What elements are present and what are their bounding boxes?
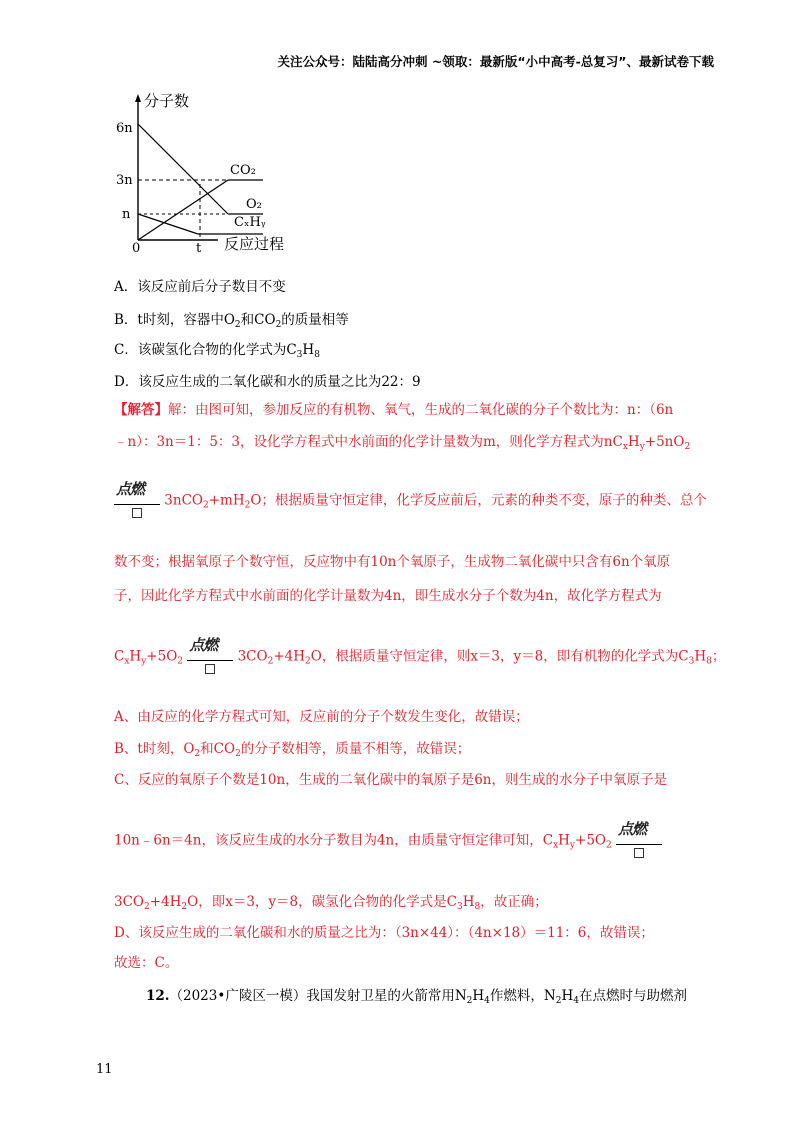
tick-t: t <box>196 241 202 256</box>
origin-label: 0 <box>132 241 141 256</box>
answer-line-3: 点燃 $3nCO_2+mH_2O$；根据质量守恒定律，化学反应前后，元素的种类不变，原子的种类、总个 <box>114 486 707 516</box>
answer-c-1: C、反应的氧原子个数是10n，生成的二氧化碳中的氧原子是6n，则生成的水分子中氧原子是 <box>114 772 667 788</box>
answer-b: B、t时刻，$O_2$和$CO_2$的分子数相等，质量不相等，故错误； <box>114 741 471 759</box>
answer-line-5: 子，因此化学方程式中水前面的化学计量数为4n，即生成水分子个数为4n，故化学方程式为 <box>114 588 662 604</box>
answer-c-2: 10n﹣6n＝4n，该反应生成的水分子数目为4n，由质量守恒定律可知，$C_xH_y+5O_2$ 点燃 <box>114 826 662 856</box>
option-c: C．该碳氢化合物的化学式为$C_3H_8$ <box>114 342 320 360</box>
label-cxhy: CₓHᵧ <box>234 215 266 230</box>
x-axis-label: 反应过程 <box>224 235 285 253</box>
tick-n: n <box>122 207 131 222</box>
label-co2: CO₂ <box>230 163 256 178</box>
tick-3n: 3n <box>116 173 133 188</box>
option-d: D．该反应生成的二氧化碳和水的质量之比为22：9 <box>114 374 421 390</box>
answer-line-2: ﹣n）：3n＝1：5：3，设化学方程式中水前面的化学计量数为m，则化学方程式为$nC_xH_y+5nO_2$ <box>114 434 691 452</box>
label-o2: O₂ <box>246 197 262 212</box>
page-number: 11 <box>96 1062 113 1077</box>
page-header: 关注公众号：陆陆高分冲刺 ~领取：最新版“小中高考-总复习”、最新试卷下载 <box>277 54 714 69</box>
option-b: B．t时刻，容器中$O_2$和$CO_2$的质量相等 <box>114 312 349 330</box>
o2-line <box>138 124 228 214</box>
y-axis-arrow <box>135 94 141 102</box>
answer-line-4: 数不变；根据氧原子个数守恒，反应物中有10n个氧原子，生成物二氧化碳中只含有6n个氧原 <box>114 554 671 570</box>
answer-c-3: $3CO_2+4H_2O$，即x＝3，y＝8，碳氢化合物的化学式是$C_3H_8$，故正确； <box>114 894 548 912</box>
option-a: A．该反应前后分子数目不变 <box>114 279 286 295</box>
condition-arrow: 点燃 <box>616 826 662 856</box>
cxhy-line <box>138 214 198 234</box>
answer-line-1: 【解答】解：由图可知，参加反应的有机物、氧气，生成的二氧化碳的分子个数比为：n：（6n <box>114 402 674 418</box>
y-axis-label: 分子数 <box>144 92 190 110</box>
condition-arrow: 点燃 <box>187 642 233 672</box>
answer-selection: 故选：C。 <box>114 955 179 971</box>
answer-line-6: $C_xH_y+5O_2$ 点燃 $3CO_2+4H_2O$，根据质量守恒定律，则x＝3，y＝8，即有机物的化学式为$C_3H_8$； <box>114 642 725 672</box>
tick-6n: 6n <box>116 121 133 136</box>
co2-line <box>138 180 228 240</box>
next-question: 12.（2023•广陵区一模）我国发射卫星的火箭常用$N_2H_4$作燃料，$N_2H_4$在点燃时与助燃剂 <box>146 988 687 1006</box>
answer-a: A、由反应的化学方程式可知，反应前的分子个数发生变化，故错误； <box>114 709 529 725</box>
condition-arrow: 点燃 <box>114 486 160 516</box>
answer-d: D、该反应生成的二氧化碳和水的质量之比为：（3n×44）：（4n×18）＝11：6，故错误； <box>114 925 654 941</box>
molecule-count-graph <box>108 92 348 262</box>
